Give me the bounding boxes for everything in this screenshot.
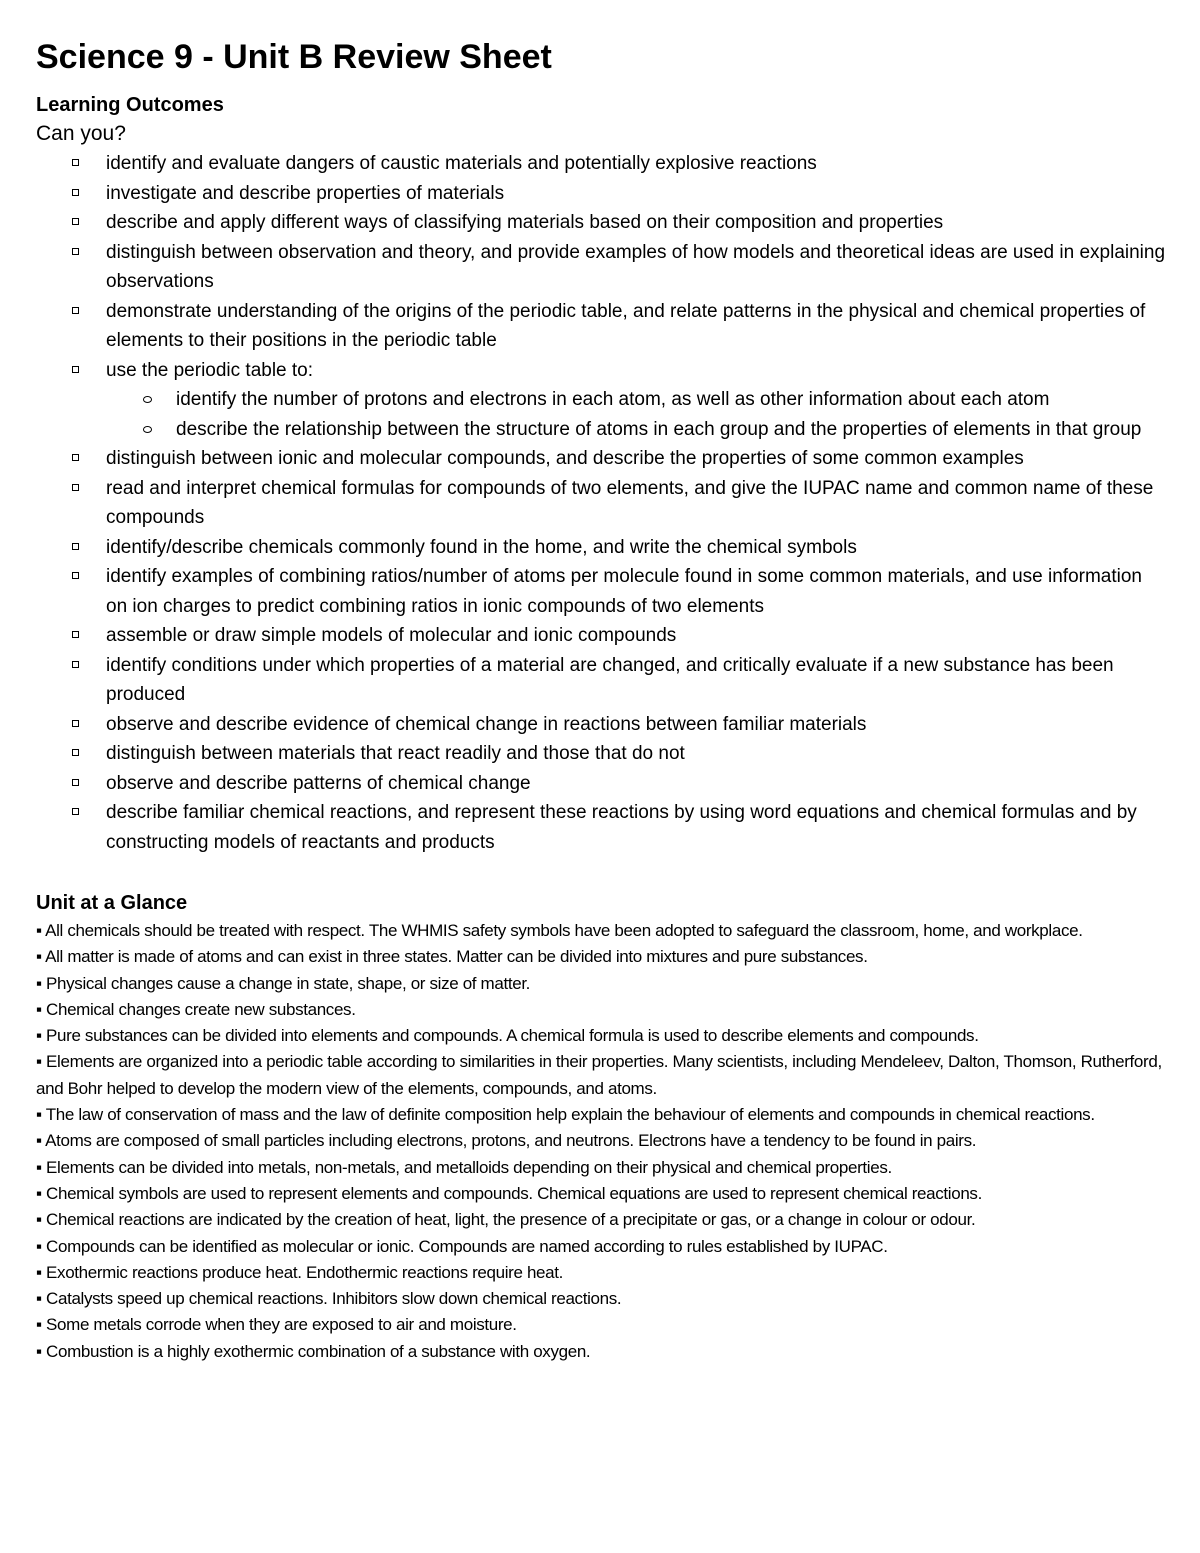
checkbox-square-icon (72, 572, 79, 579)
learning-outcomes-intro: Can you? (36, 122, 126, 145)
learning-outcomes-heading: Learning Outcomes (36, 94, 224, 116)
outcome-item: identify/describe chemicals commonly found in the home, and write the chemical symbols (106, 533, 1166, 563)
checkbox-square-icon (72, 543, 79, 550)
checkbox-square-icon (72, 808, 79, 815)
glance-item: ▪ Chemical changes create new substances. (36, 999, 356, 1019)
checkbox-square-icon (72, 218, 79, 225)
glance-item: ▪ Catalysts speed up chemical reactions. Inhibitors slow down chemical reactions. (36, 1289, 622, 1309)
glance-item: ▪ Elements can be divided into metals, non-metals, and metalloids depending on their physical and chemical properties. (36, 1157, 892, 1177)
glance-item: ▪ Atoms are composed of small particles including electrons, protons, and neutrons. Electrons have a tendency to be found in pairs. (36, 1131, 977, 1151)
outcome-item: describe and apply different ways of classifying materials based on their composition and properties (106, 208, 1166, 238)
outcome-item: identify conditions under which properties of a material are changed, and critically evaluate if a new substance has been produced (106, 651, 1166, 710)
glance-item: ▪ Pure substances can be divided into elements and compounds. A chemical formula is used to describe elements and compounds. (36, 1026, 979, 1046)
checkbox-square-icon (72, 720, 79, 727)
checkbox-square-icon (72, 484, 79, 491)
outcome-item: assemble or draw simple models of molecular and ionic compounds (106, 621, 1166, 651)
page-title: Science 9 - Unit B Review Sheet (36, 38, 552, 76)
outcome-item: demonstrate understanding of the origins of the periodic table, and relate patterns in the physical and chemical properties of elements to their positions in the periodic table (106, 297, 1166, 356)
glance-item: ▪ Exothermic reactions produce heat. Endothermic reactions require heat. (36, 1262, 564, 1282)
outcome-item: observe and describe evidence of chemical change in reactions between familiar materials (106, 710, 1166, 740)
outcome-item: distinguish between materials that react readily and those that do not (106, 739, 1166, 769)
glance-item: ▪ Chemical symbols are used to represent elements and compounds. Chemical equations are used to represent chemical reactions. (36, 1183, 982, 1203)
glance-item: ▪ Some metals corrode when they are exposed to air and moisture. (36, 1315, 517, 1335)
glance-item: ▪ Physical changes cause a change in state, shape, or size of matter. (36, 973, 531, 993)
outcome-item: investigate and describe properties of materials (106, 179, 1166, 209)
hollow-circle-icon (143, 426, 152, 433)
outcome-item: use the periodic table to: identify the number of protons and electrons in each atom, as well as other information about each atom describe the relationship between the structure of atoms in each group and the properties of elements in that group (106, 356, 1166, 445)
outcome-item: identify and evaluate dangers of caustic materials and potentially explosive reactions (106, 149, 1166, 179)
checkbox-square-icon (72, 454, 79, 461)
outcome-item: read and interpret chemical formulas for compounds of two elements, and give the IUPAC name and common name of these compounds (106, 474, 1166, 533)
glance-item: ▪ All chemicals should be treated with respect. The WHMIS safety symbols have been adopted to safeguard the classroom, home, and workplace. (36, 921, 1083, 940)
outcome-item: observe and describe patterns of chemical change (106, 769, 1166, 799)
checkbox-square-icon (72, 366, 79, 373)
unit-at-a-glance-list (36, 918, 1166, 1365)
periodic-table-sublist (106, 385, 1166, 444)
hollow-circle-icon (143, 396, 152, 403)
checkbox-square-icon (72, 749, 79, 756)
glance-item: ▪ Combustion is a highly exothermic combination of a substance with oxygen. (36, 1341, 591, 1361)
checkbox-square-icon (72, 189, 79, 196)
glance-item: ▪ Elements are organized into a periodic table according to similarities in their properties. Many scientists, including Mendeleev, Dalton, Thomson, Rutherford, and Bohr helped to develop the modern view of the elements, compounds, and atoms. (36, 1052, 1162, 1098)
outcome-item: distinguish between ionic and molecular compounds, and describe the properties of some common examples (106, 444, 1166, 474)
learning-outcomes-list (36, 149, 1166, 857)
sub-outcome-item: describe the relationship between the structure of atoms in each group and the properties of elements in that group (176, 415, 1166, 445)
checkbox-square-icon (72, 779, 79, 786)
checkbox-square-icon (72, 159, 79, 166)
checkbox-square-icon (72, 307, 79, 314)
unit-at-a-glance-heading: Unit at a Glance (36, 892, 188, 914)
checkbox-square-icon (72, 248, 79, 255)
glance-item: ▪ All matter is made of atoms and can exist in three states. Matter can be divided into mixtures and pure substances. (36, 947, 868, 967)
outcome-item: describe familiar chemical reactions, and represent these reactions by using word equations and chemical formulas and by constructing models of reactants and products (106, 798, 1166, 857)
glance-item: ▪ Compounds can be identified as molecular or ionic. Compounds are named according to rules established by IUPAC. (36, 1236, 888, 1256)
document-page (36, 36, 1166, 1365)
checkbox-square-icon (72, 661, 79, 668)
sub-outcome-item: identify the number of protons and electrons in each atom, as well as other information about each atom (176, 385, 1166, 415)
glance-item: ▪ Chemical reactions are indicated by the creation of heat, light, the presence of a precipitate or gas, or a change in colour or odour. (36, 1210, 976, 1230)
outcome-item: identify examples of combining ratios/number of atoms per molecule found in some common materials, and use information on ion charges to predict combining ratios in ionic compounds of two elements (106, 562, 1166, 621)
outcome-item: distinguish between observation and theory, and provide examples of how models and theoretical ideas are used in explaining observations (106, 238, 1166, 297)
checkbox-square-icon (72, 631, 79, 638)
glance-item: ▪ The law of conservation of mass and the law of definite composition help explain the behaviour of elements and compounds in chemical reactions. (36, 1105, 1095, 1125)
